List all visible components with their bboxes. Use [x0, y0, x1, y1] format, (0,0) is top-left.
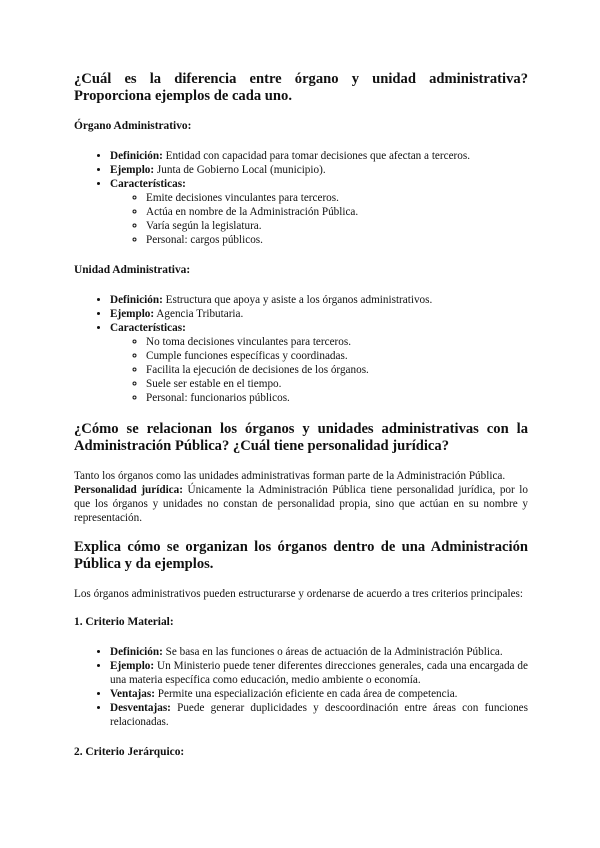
q3-title: Explica cómo se organizan los órganos dentro de una Administración Pública y da ejemplos.: [74, 539, 528, 572]
organo-def-text: Entidad con capacidad para tomar decisiones que afectan a terceros.: [162, 150, 471, 162]
unidad-ej-label: Ejemplo:: [110, 308, 155, 320]
q1-title: ¿Cuál es la diferencia entre órgano y unidad administrativa? Proporciona ejemplos de cada uno.: [74, 71, 528, 104]
q2-title: ¿Cómo se relacionan los órganos y unidades administrativas con la Administración Pública? ¿Cuál tiene personalidad jurídica?: [74, 421, 528, 454]
organo-ejemplo: [110, 163, 528, 177]
unidad-ejemplo: [110, 307, 528, 321]
criterio-jerarquico-heading: 2. Criterio Jerárquico:: [74, 746, 185, 758]
organo-caracteristicas: [110, 177, 528, 247]
cm-ej-text: Un Ministerio puede tener diferentes direcciones generales, cada una encargada de una materia específica como educación, medio ambiente o economía.: [110, 660, 528, 686]
pj-label: Personalidad jurídica:: [74, 484, 183, 496]
list-item: ◦ Personal: funcionarios públicos.: [146, 391, 528, 405]
unidad-definicion: [110, 293, 528, 307]
list-item: ◦ Emite decisiones vinculantes para terceros.: [146, 191, 528, 205]
list-item: ◦ Varía según la legislatura.: [146, 219, 528, 233]
cm-def-text: Se basa en las funciones o áreas de actuación de la Administración Pública.: [162, 646, 503, 658]
list-item: ◦ No toma decisiones vinculantes para terceros.: [146, 335, 528, 349]
cm-ven-text: Permite una especialización eficiente en cada área de competencia.: [154, 688, 458, 700]
organo-ej-text: Junta de Gobierno Local (municipio).: [154, 164, 326, 176]
q3-intro: Los órganos administrativos pueden estructurarse y ordenarse de acuerdo a tres criterios principales:: [74, 588, 524, 600]
cm-des-text: Puede generar duplicidades y descoordinación entre áreas con funciones relacionadas.: [110, 702, 528, 728]
organo-car-label: Características:: [110, 178, 186, 190]
q2-paragraph-1: Tanto los órganos como las unidades administrativas forman parte de la Administración Pública.: [74, 470, 506, 482]
cm-ejemplo: [110, 659, 528, 687]
organo-car-sublist: [110, 191, 528, 247]
list-item: ◦ Suele ser estable en el tiempo.: [146, 377, 528, 391]
organo-definicion: [110, 149, 528, 163]
spacer: [74, 601, 528, 615]
unidad-car-label: Características:: [110, 322, 186, 334]
organo-ej-label: Ejemplo:: [110, 164, 155, 176]
cm-ej-label: Ejemplo:: [110, 660, 155, 672]
organo-def-label: Definición:: [110, 150, 163, 162]
unidad-ej-text: Agencia Tributaria.: [154, 308, 244, 320]
cm-desventajas: [110, 701, 528, 729]
spacer: [74, 525, 528, 539]
criterio-material-list: [74, 645, 528, 729]
q2-paragraph-2: [74, 483, 528, 525]
cm-ventajas: [110, 687, 528, 701]
unidad-list: [74, 293, 528, 405]
cm-des-label: Desventajas:: [110, 702, 171, 714]
criterio-material-heading: 1. Criterio Material:: [74, 616, 174, 628]
unidad-caracteristicas: [110, 321, 528, 405]
cm-ven-label: Ventajas:: [110, 688, 155, 700]
list-item: ◦ Cumple funciones específicas y coordinadas.: [146, 349, 528, 363]
unidad-def-label: Definición:: [110, 294, 163, 306]
organo-list: [74, 149, 528, 247]
unidad-car-sublist: [110, 335, 528, 405]
list-item: ◦ Facilita la ejecución de decisiones de los órganos.: [146, 363, 528, 377]
cm-def-label: Definición:: [110, 646, 163, 658]
document-content: [74, 71, 528, 775]
unidad-heading: Unidad Administrativa:: [74, 264, 191, 276]
pj-text: Únicamente la Administración Pública tiene personalidad jurídica, por lo que los órganos y unidades no constan de personalidad propia, sino que actúan en su nombre y representación.: [74, 484, 528, 524]
unidad-def-text: Estructura que apoya y asiste a los órganos administrativos.: [162, 294, 433, 306]
list-item: ◦ Personal: cargos públicos.: [146, 233, 528, 247]
cm-definicion: [110, 645, 528, 659]
organo-heading: Órgano Administrativo:: [74, 120, 192, 132]
list-item: ◦ Actúa en nombre de la Administración Pública.: [146, 205, 528, 219]
